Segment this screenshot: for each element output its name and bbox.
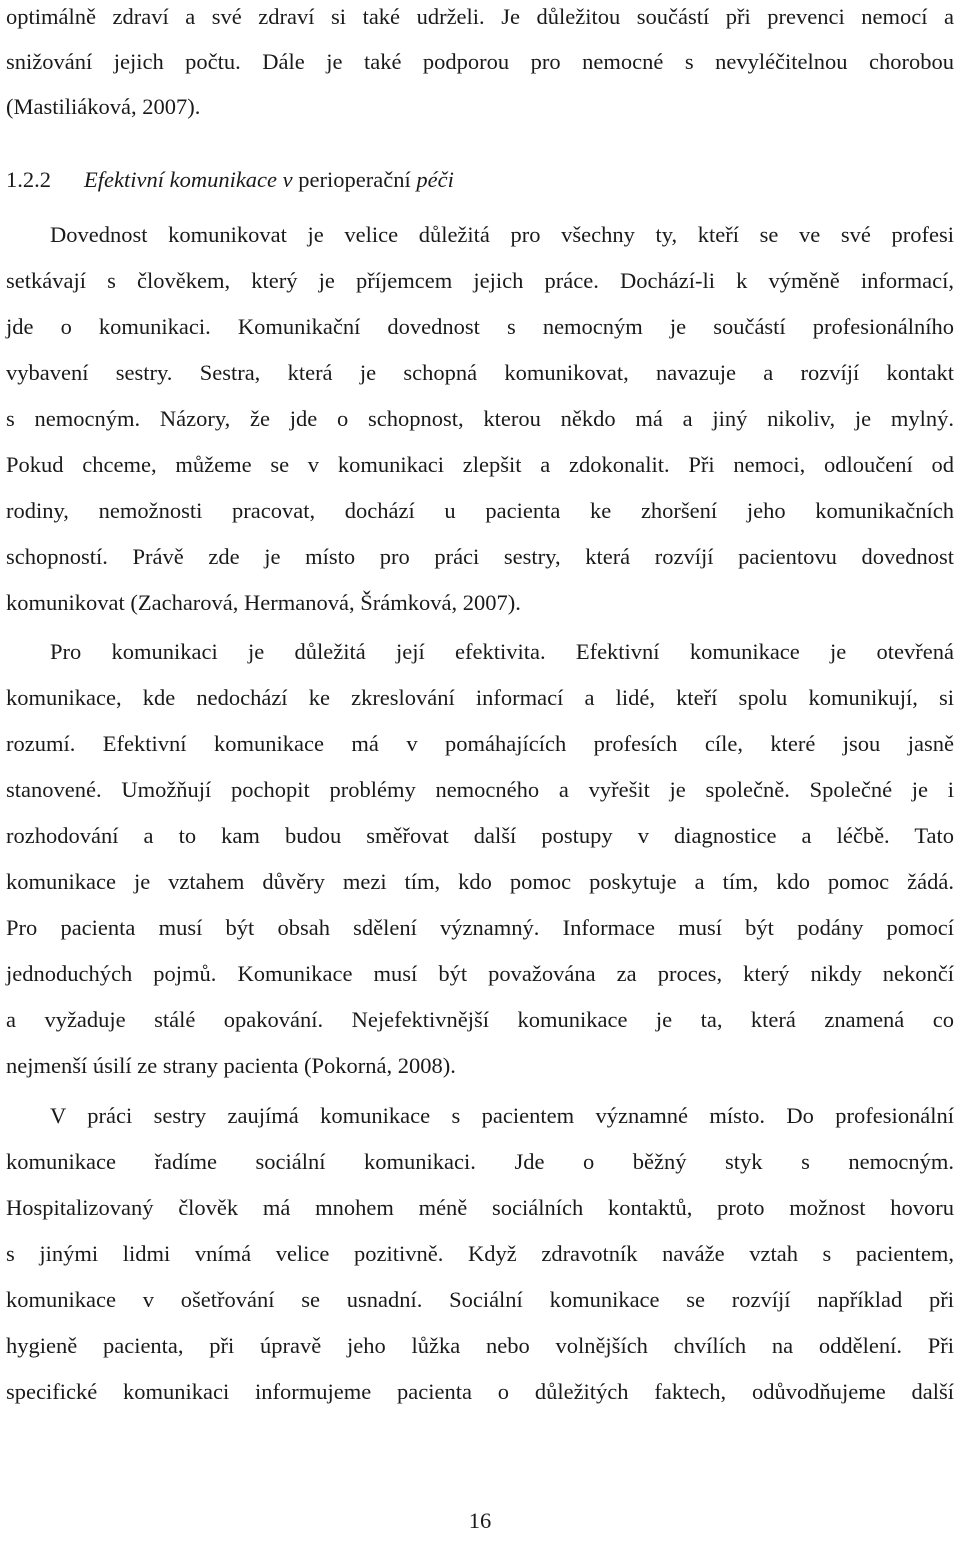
section-number: 1.2.2 xyxy=(6,167,51,192)
section-heading xyxy=(6,165,454,195)
paragraph-1-line-7: rodiny, nemožnosti pracovat, dochází u pacienta ke zhoršení jeho komunikačních xyxy=(6,498,954,523)
paragraph-3-line-1: V práci sestry zaujímá komunikace s pacientem významné místo. Do profesionální xyxy=(50,1103,954,1128)
intro-line-2: snižování jejich počtu. Dále je také podporou pro nemocné s nevyléčitelnou chorobou xyxy=(6,49,954,74)
paragraph-2-line-5: rozhodování a to kam budou směřovat další postupy v diagnostice a léčbě. Tato xyxy=(6,823,954,848)
section-title-italic: Efektivní komunikace v xyxy=(84,167,293,192)
paragraph-3-line-3: Hospitalizovaný člověk má mnohem méně sociálních kontaktů, proto možnost hovoru xyxy=(6,1195,954,1220)
paragraph-2-line-9: a vyžaduje stálé opakování. Nejefektivnější komunikace je ta, která znamená co xyxy=(6,1007,954,1032)
section-title-italic-end: péči xyxy=(416,167,454,192)
paragraph-3-line-5: komunikace v ošetřování se usnadní. Sociální komunikace se rozvíjí například při xyxy=(6,1287,954,1312)
paragraph-1-line-1: Dovednost komunikovat je velice důležitá pro všechny ty, kteří se ve své profesi xyxy=(50,222,954,247)
paragraph-3-line-6: hygieně pacienta, při úpravě jeho lůžka nebo volnějších chvílích na oddělení. Při xyxy=(6,1333,954,1358)
page-number: 16 xyxy=(468,1508,492,1533)
paragraph-2-line-6: komunikace je vztahem důvěry mezi tím, kdo pomoc poskytuje a tím, kdo pomoc žádá. xyxy=(6,869,954,894)
paragraph-3-line-4: s jinými lidmi vnímá velice pozitivně. Když zdravotník naváže vztah s pacientem, xyxy=(6,1241,954,1266)
paragraph-2-line-8: jednoduchých pojmů. Komunikace musí být považována za proces, který nikdy nekončí xyxy=(6,961,954,986)
paragraph-1-line-8: schopností. Právě zde je místo pro práci sestry, která rozvíjí pacientovu dovednost xyxy=(6,544,954,569)
paragraph-3-line-2: komunikace řadíme sociální komunikaci. Jde o běžný styk s nemocným. xyxy=(6,1149,954,1174)
paragraph-2-line-4: stanovené. Umožňují pochopit problémy nemocného a vyřešit je společně. Společné je i xyxy=(6,777,954,802)
paragraph-1-line-5: s nemocným. Názory, že jde o schopnost, kterou někdo má a jiný nikoliv, je mylný. xyxy=(6,406,954,431)
paragraph-1-line-4: vybavení sestry. Sestra, která je schopná komunikovat, navazuje a rozvíjí kontakt xyxy=(6,360,954,385)
paragraph-1-line-6: Pokud chceme, můžeme se v komunikaci zlepšit a zdokonalit. Při nemoci, odloučení od xyxy=(6,452,954,477)
paragraph-2-line-10: nejmenší úsilí ze strany pacienta (Pokorná, 2008). xyxy=(6,1053,456,1078)
paragraph-1-line-2: setkávají s člověkem, který je příjemcem jejich práce. Dochází-li k výměně informací, xyxy=(6,268,954,293)
intro-line-3: (Mastiliáková, 2007). xyxy=(6,94,201,119)
paragraph-1-line-3: jde o komunikaci. Komunikační dovednost s nemocným je součástí profesionálního xyxy=(6,314,954,339)
section-title-plain: perioperační xyxy=(292,167,417,192)
paragraph-2-line-1: Pro komunikaci je důležitá její efektivita. Efektivní komunikace je otevřená xyxy=(50,639,954,664)
paragraph-2-line-3: rozumí. Efektivní komunikace má v pomáhajících profesích cíle, které jsou jasně xyxy=(6,731,954,756)
paragraph-3-line-7: specifické komunikaci informujeme pacienta o důležitých faktech, odůvodňujeme další xyxy=(6,1379,954,1404)
intro-line-1: optimálně zdraví a své zdraví si také udrželi. Je důležitou součástí při prevenci nemocí a xyxy=(6,4,954,29)
paragraph-2-line-2: komunikace, kde nedochází ke zkreslování informací a lidé, kteří spolu komunikují, si xyxy=(6,685,954,710)
paragraph-1-line-9: komunikovat (Zacharová, Hermanová, Šrámková, 2007). xyxy=(6,590,521,615)
section-title xyxy=(84,167,454,192)
paragraph-2-line-7: Pro pacienta musí být obsah sdělení významný. Informace musí být podány pomocí xyxy=(6,915,954,940)
